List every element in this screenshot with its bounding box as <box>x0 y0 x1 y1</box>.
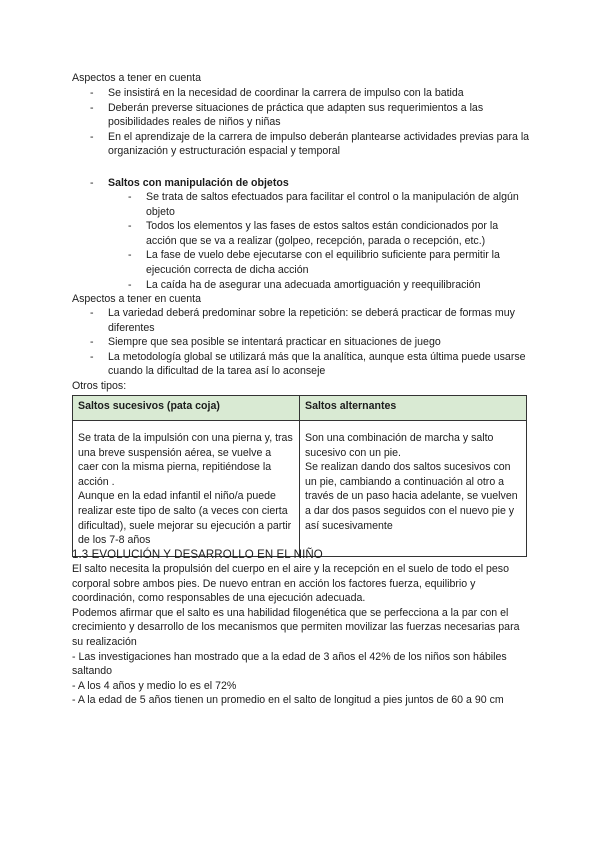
table-cell-successive <box>73 421 300 557</box>
table-cell-alternating <box>300 421 527 557</box>
aspects-list-1 <box>108 86 538 159</box>
paragraph: Podemos afirmar que el salto es una habilidad filogenética que se perfecciona a la par con el crecimiento y desarrollo de los mecanismos que permiten movilizar las fuerzas necesarias para su realización <box>72 606 520 648</box>
jump-types-table <box>72 395 527 557</box>
cell-paragraph: Se realizan dando dos saltos sucesivos con un pie, cambiando a continuación al otro a través de un paso hacia adelante, se vuelven a dar dos pasos seguidos con el nuevo pie y así sucesivamente <box>305 461 518 532</box>
list-item: - La caída ha de asegurar una adecuada amortiguación y reequilibración <box>146 278 531 293</box>
list-item: - La metodología global se utilizará más que la analítica, aunque esta última puede usarse cuando la dificultad de la tarea así lo aconseje <box>108 350 528 379</box>
aspects-heading-1: Aspectos a tener en cuenta <box>72 72 201 84</box>
table-header-row <box>73 396 527 421</box>
list-item: - La variedad deberá predominar sobre la repetición: se deberá practicar de formas muy diferentes <box>108 306 528 335</box>
other-types-label: Otros tipos: <box>72 380 127 392</box>
list-item: - En el aprendizaje de la carrera de impulso deberán plantearse actividades previas para la organización y estructuración espacial y temporal <box>108 130 538 159</box>
paragraph: El salto necesita la propulsión del cuerpo en el aire y la recepción en el suelo de todo el peso corporal sobre ambos pies. De nuevo entran en acción los factores fuerza, equilibrio y coordinación, como responsables de una ejecución adecuada. <box>72 563 509 605</box>
aspects-list-2 <box>108 306 528 379</box>
paragraph: - A la edad de 5 años tienen un promedio en el salto de longitud a pies juntos de 60 a 90 cm <box>72 694 504 707</box>
table-row <box>73 421 527 557</box>
section-body <box>72 562 532 708</box>
list-item: - Todos los elementos y las fases de estos saltos están condicionados por la acción que se va a realizar (golpeo, recepción, parada o recepción, etc.) <box>146 219 531 248</box>
paragraph: - Las investigaciones han mostrado que a la edad de 3 años el 42% de los niños son hábiles saltando <box>72 650 507 678</box>
manipulation-jumps-list <box>146 190 531 292</box>
list-item: - La fase de vuelo debe ejecutarse con el equilibrio suficiente para permitir la ejecución correcta de dicha acción <box>146 248 531 277</box>
table-header-successive: Saltos sucesivos (pata coja) <box>73 396 300 421</box>
cell-paragraph: Se trata de la impulsión con una pierna y, tras una breve suspensión aérea, se vuelve a caer con la misma pierna, repitiéndose la acción . <box>78 432 293 488</box>
list-item: - Se insistirá en la necesidad de coordinar la carrera de impulso con la batida <box>108 86 538 101</box>
aspects-heading-2: Aspectos a tener en cuenta <box>72 293 201 305</box>
paragraph: - A los 4 años y medio lo es el 72% <box>72 679 237 692</box>
list-item: - Se trata de saltos efectuados para facilitar el control o la manipulación de algún objeto <box>146 190 531 219</box>
cell-paragraph: Aunque en la edad infantil el niño/a puede realizar este tipo de salto (a veces con cierta dificultad), suele mejorar su ejecución a partir de los 7-8 años <box>78 490 292 547</box>
cell-paragraph: Son una combinación de marcha y salto sucesivo con un pie. <box>305 432 494 459</box>
list-item: - Siempre que sea posible se intentará practicar en situaciones de juego <box>108 335 528 350</box>
manipulation-jumps-heading: - Saltos con manipulación de objetos <box>108 176 289 191</box>
list-item: - Deberán preverse situaciones de práctica que adapten sus requerimientos a las posibilidades reales de niños y niñas <box>108 101 538 130</box>
table-header-alternating: Saltos alternantes <box>300 396 527 421</box>
section-heading: 1.3 EVOLUCIÓN Y DESARROLLO EN EL NIÑO <box>72 549 323 561</box>
